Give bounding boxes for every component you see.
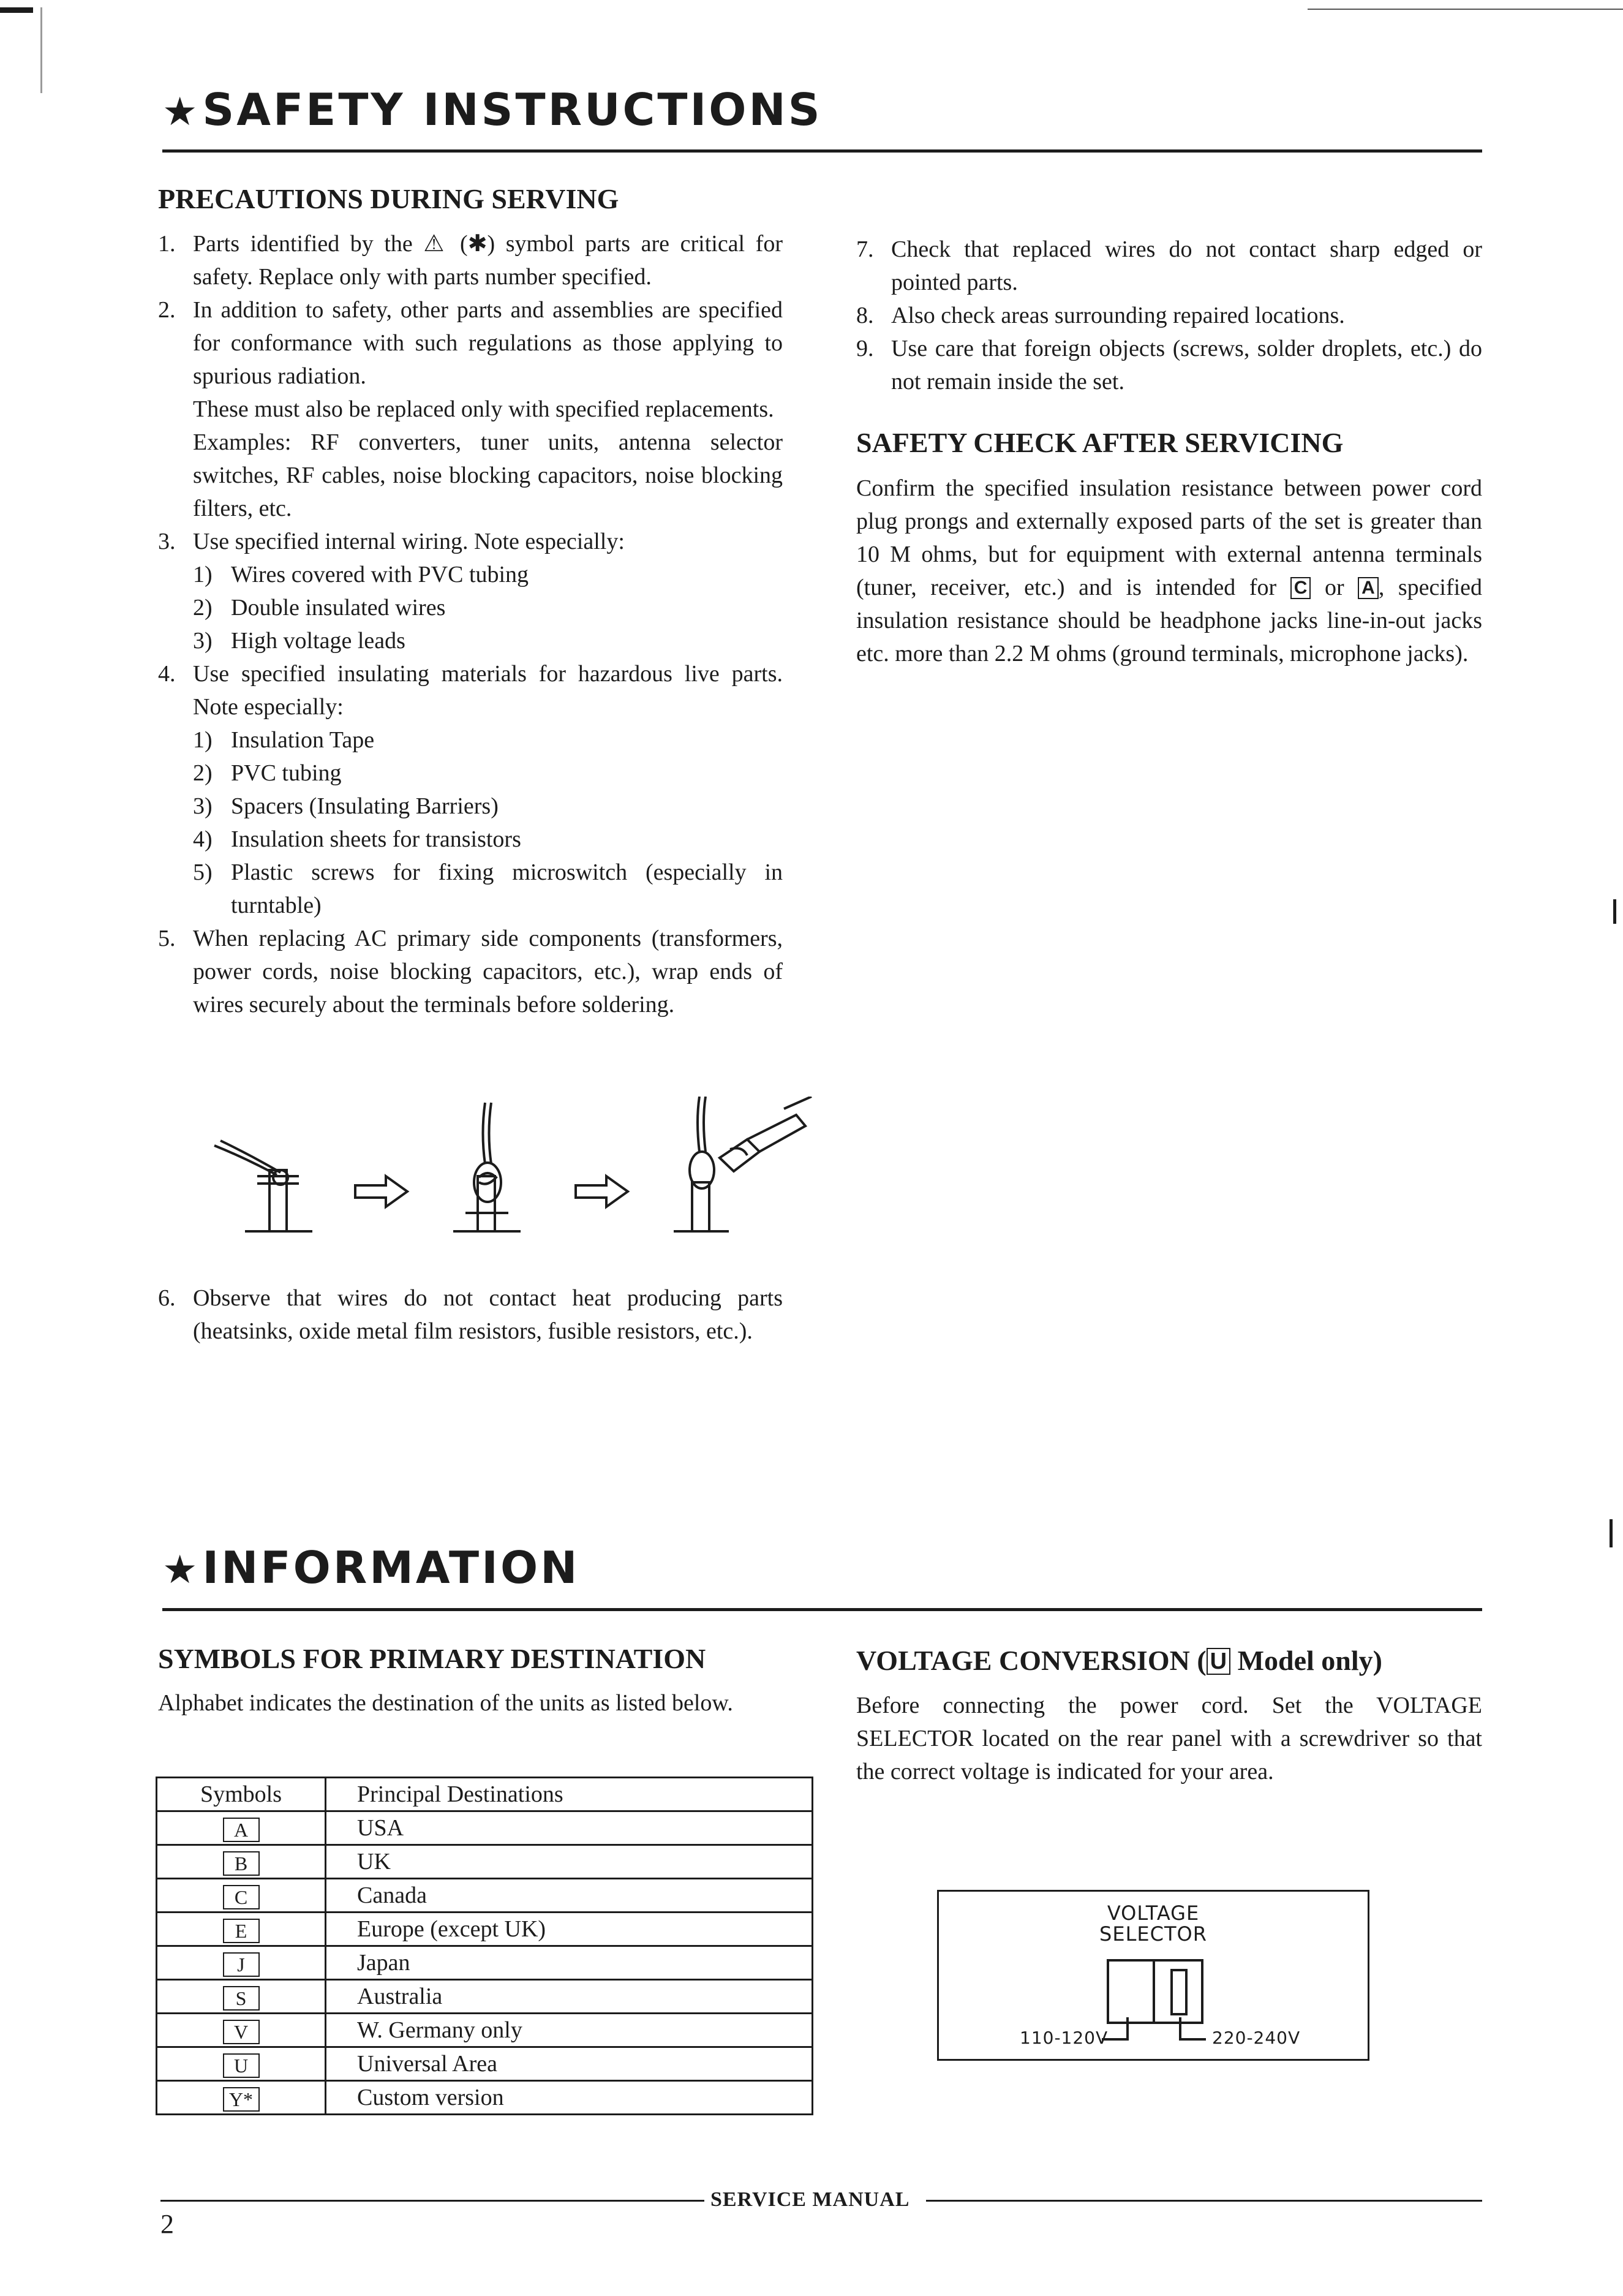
list-item: 5. When replacing AC primary side components (transformers, power cords, noise blocking capacitors, etc.), wrap ends of wires securely about the terminals before soldering. (158, 926, 783, 1018)
safety-banner: ★SAFETY INSTRUCTIONS (162, 84, 823, 135)
table-row: J Japan (157, 1946, 813, 1980)
selector-divider (1153, 1959, 1155, 2024)
arrow-right-icon (355, 1176, 407, 1207)
list-item: 4. Use specified insulating materials for hazardous live parts. Note especially: 1) Insulation Tape 2) PVC tubing 3) Spacers (Insulating Barriers) 4) Insulation sheets for transistors 5) Plastic screws for fixing microswitch (especially in turntable) (158, 657, 783, 922)
sub-item: 1) Wires covered with PVC tubing (193, 562, 529, 587)
selector-label: SELECTOR (1099, 1922, 1207, 1946)
safety-check-text: Confirm the specified insulation resistance between power cord plug prongs and externally exposed parts of the set is greater than 10 M ohms, but for equipment with external antenna terminals (tuner, receiver, etc.) and is intended for C or A , specified insulation resistance should be headphone jacks line-in-out jacks etc. more than 2.2 M ohms (ground terminals, microphone jacks). (856, 475, 1483, 667)
sub-item: 3) High voltage leads (193, 628, 405, 654)
sub-item: 3) Spacers (Insulating Barriers) (193, 793, 499, 819)
right-pointer (1179, 2038, 1206, 2041)
list-item: 6. Observe that wires do not contact heat producing parts (heatsinks, oxide metal film resistors, fusible resistors, etc.). (158, 1285, 783, 1344)
destination-symbol: B (223, 1851, 260, 1876)
table-header (157, 1778, 813, 1811)
safety-check-heading: SAFETY CHECK AFTER SERVICING (856, 427, 1344, 458)
precautions-heading: PRECAUTIONS DURING SERVING (158, 183, 619, 214)
destination-symbol-c: C (1290, 577, 1311, 599)
corner-mark (0, 7, 33, 13)
left-pointer (1126, 2017, 1129, 2039)
precautions-list-right (856, 233, 1482, 398)
precautions-list (158, 227, 783, 1021)
voltage-low-label: 110-120V (1020, 2028, 1109, 2048)
table-row: A USA (157, 1811, 813, 1845)
selector-slider (1170, 1969, 1188, 2015)
banner-rule (162, 149, 1482, 153)
sub-item: 2) PVC tubing (193, 760, 342, 786)
list-item: 2. In addition to safety, other parts and assemblies are specified for conformance with such regulations as those applying to spurious radiation. These must also be replaced only with specified replacements. Examples: RF converters, tuner units, antenna selector switches, RF cables, noise blocking capacitors, noise blocking filters, etc. (158, 297, 783, 521)
destination-symbol-u: U (1207, 1648, 1230, 1675)
table-row: B UK (157, 1845, 813, 1879)
footer-rule-left (160, 2200, 704, 2202)
sub-item: 5) Plastic screws for fixing microswitch (especially in turntable) (193, 859, 783, 918)
table-row: E Europe (except UK) (157, 1913, 813, 1946)
list-item: 8. Also check areas surrounding repaired locations. (856, 303, 1345, 328)
destination-symbol: J (223, 1952, 260, 1977)
banner-rule (162, 1608, 1482, 1611)
sub-item: 2) Double insulated wires (193, 595, 446, 621)
corner-mark (40, 7, 42, 93)
destination-symbol: E (223, 1919, 260, 1943)
voltage-label: VOLTAGE (1107, 1901, 1200, 1925)
voltage-conversion-text: Before connecting the power cord. Set the VOLTAGE SELECTOR located on the rear panel with a screwdriver so that the correct voltage is indicated for your area. (856, 1693, 1482, 1784)
terminal-figure-3 (674, 1097, 812, 1231)
wire-wrap-illustration (208, 1097, 833, 1237)
table-row: C Canada (157, 1879, 813, 1913)
column-header-destinations: Principal Destinations (326, 1778, 813, 1811)
sub-item: 1) Insulation Tape (193, 727, 375, 753)
destination-symbol: C (223, 1885, 260, 1909)
destination-symbol: S (223, 1986, 260, 2011)
corner-rule (1308, 9, 1623, 10)
list-item: 7. Check that replaced wires do not contact sharp edged or pointed parts. (856, 236, 1482, 295)
sub-item: 4) Insulation sheets for transistors (193, 826, 521, 852)
table-row: Y* Custom version (157, 2081, 813, 2115)
symbols-intro: Alphabet indicates the destination of the units as listed below. (158, 1690, 733, 1716)
star-icon: ★ (162, 1547, 200, 1593)
table-row: U Universal Area (157, 2047, 813, 2081)
terminal-figure-1 (214, 1141, 312, 1231)
destination-table (156, 1777, 813, 2115)
destination-symbol: U (223, 2053, 260, 2078)
selector-switch (1107, 1959, 1203, 2024)
arrow-right-icon (576, 1176, 628, 1207)
list-item: 3. Use specified internal wiring. Note especially: 1) Wires covered with PVC tubing 2) Double insulated wires 3) High voltage leads (158, 525, 783, 657)
destination-symbol: A (223, 1818, 260, 1842)
star-icon: ★ (162, 89, 200, 135)
footer-rule-right (926, 2200, 1482, 2202)
binding-mark (1610, 1519, 1613, 1547)
binding-mark (1613, 899, 1616, 924)
list-item: 1. Parts identified by the ⚠ (✱) symbol parts are critical for safety. Replace only with parts number specified. (158, 231, 783, 290)
information-banner: ★INFORMATION (162, 1542, 580, 1593)
list-item: 9. Use care that foreign objects (screws, solder droplets, etc.) do not remain inside the set. (856, 336, 1482, 395)
table-row: V W. Germany only (157, 2014, 813, 2047)
table-row: S Australia (157, 1980, 813, 2014)
right-pointer (1179, 2017, 1181, 2039)
terminal-figure-2 (453, 1103, 521, 1231)
voltage-high-label: 220-240V (1212, 2028, 1301, 2048)
footer-title: SERVICE MANUAL (710, 2188, 910, 2211)
symbols-heading: SYMBOLS FOR PRIMARY DESTINATION (158, 1643, 706, 1674)
page-number: 2 (160, 2209, 174, 2239)
voltage-conversion-heading: VOLTAGE CONVERSION ( U Model only) (856, 1645, 1382, 1676)
precautions-item-6 (158, 1282, 783, 1348)
destination-symbol-a: A (1358, 577, 1379, 599)
voltage-selector-diagram (937, 1890, 1369, 2061)
destination-symbol: V (223, 2020, 260, 2044)
destination-symbol: Y* (223, 2087, 260, 2112)
column-header-symbols: Symbols (157, 1778, 326, 1811)
